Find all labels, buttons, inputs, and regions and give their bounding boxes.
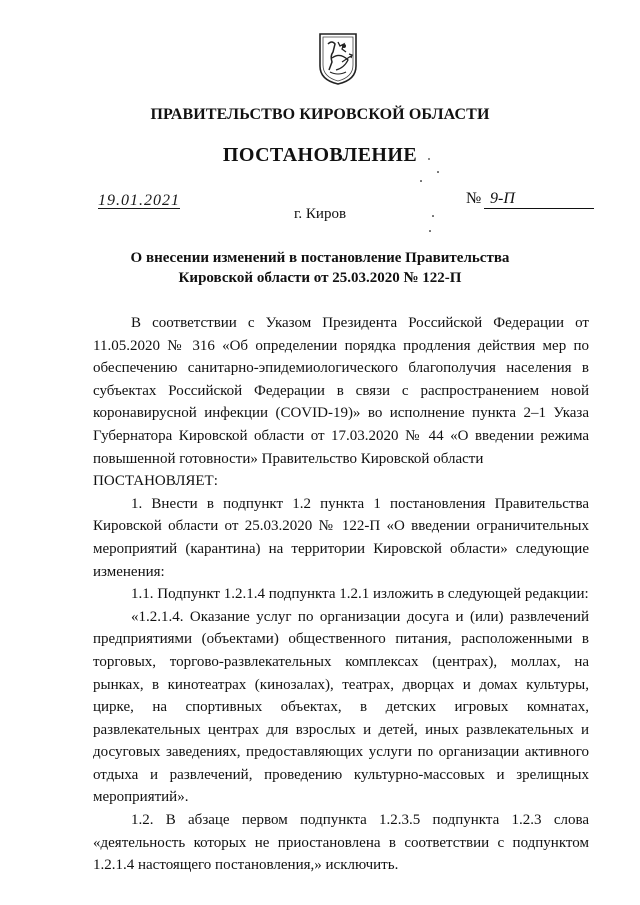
- item-1-1-paragraph: 1.1. Подпункт 1.2.1.4 подпункта 1.2.1 изложить в следующей редакции:: [131, 586, 589, 603]
- coat-of-arms-emblem: [318, 32, 358, 86]
- document-type-title: ПОСТАНОВЛЕНИЕ: [222, 144, 418, 166]
- decree-number-label: №: [466, 190, 482, 207]
- scan-speck: [420, 180, 422, 182]
- scan-speck: [428, 158, 430, 160]
- preamble-paragraph: В соответствии с Указом Президента Российской Федерации от 11.05.2020 № 316 «Об определении порядка продления действия мер по обеспечению санитарно-эпидемиологического благополучия населения в субъектах Российской Федерации в связи с распространением новой коронавирусной инфекции (COVID-19)» во исполнение пункта 2–1 Указа Губернатора Кировской области от 17.03.2020 № 44 «О введении режима повышенной готовности» Правительство Кировской области: [93, 315, 589, 467]
- item-1-paragraph: 1. Внести в подпункт 1.2 пункта 1 постановления Правительства Кировской области от 25.03.2020 № 122-П «О введении ограничительных мероприятий (карантина) на территории Кировской области» следующие изменения:: [93, 495, 589, 580]
- quoted-amendment-paragraph: «1.2.1.4. Оказание услуг по организации досуга и (или) развлечений предприятиями (объектами) общественного питания, расположенными в торговых, торгово-развлекательных комплексах (центрах), моллах, на рынках, в кинотеатрах (кинозалах), театрах, дворцах и домах культуры, цирке, на спортивных объектах, в детских игровых комнатах, развлекательных центрах для взрослых и детей, иных развлекательных и досуговых заведениях, предоставляющих услуги по организации активного отдыха и развлечений, проведению культурно-массовых и зрелищных мероприятий».: [93, 608, 589, 806]
- government-title: ПРАВИТЕЛЬСТВО КИРОВСКОЙ ОБЛАСТИ: [150, 106, 490, 123]
- decree-number-value: 9-П: [484, 190, 594, 209]
- coat-of-arms-icon: [318, 32, 358, 86]
- subject-line-2: Кировской области от 25.03.2020 № 122-П: [178, 270, 462, 286]
- subject-line-1: О внесении изменений в постановление Правительства: [130, 250, 510, 266]
- decree-date: 19.01.2021: [98, 192, 180, 209]
- decree-word: ПОСТАНОВЛЯЕТ:: [93, 473, 218, 490]
- scan-speck: [429, 230, 431, 232]
- item-1-2-paragraph: 1.2. В абзаце первом подпункта 1.2.3.5 подпункта 1.2.3 слова «деятельность которых не приостановлена в соответствии с подпунктом 1.2.1.4 настоящего постановления,» исключить.: [93, 812, 589, 874]
- scan-speck: [437, 171, 439, 173]
- scan-speck: [432, 215, 434, 217]
- decree-subject: [100, 248, 540, 288]
- city-name: г. Киров: [293, 206, 347, 222]
- decree-body: [93, 312, 589, 877]
